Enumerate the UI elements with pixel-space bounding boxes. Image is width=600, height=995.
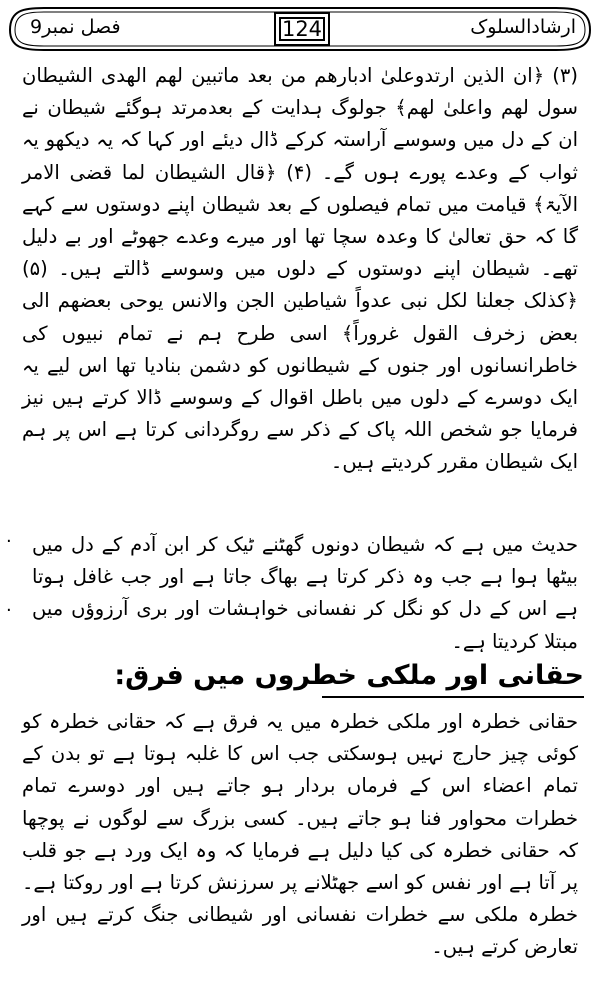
page-number: 124 xyxy=(274,12,330,46)
paragraph-hadith: حدیث میں ہے کہ شیطان دونوں گھٹنے ٹیک کر ابن آدم کے دل میں بیٹھا ہوا ہے جب وہ ذکر کرتا ہے بھاگ جاتا ہے اور جب غافل ہوتا ہے اس کے دل کو نگل کر نفسانی خواہشات اور بری آرزوؤں میں مبتلا کردیتا ہے۔ xyxy=(32,533,578,653)
heading-underline xyxy=(322,696,584,698)
section-heading-block xyxy=(114,658,584,700)
page-header xyxy=(4,4,596,52)
book-title: ارشادالسلوک xyxy=(470,16,576,38)
margin-dot: · xyxy=(6,531,12,552)
margin-dot: · xyxy=(6,600,12,621)
paragraph-quranic-verses: (۳) ﴿ان الذین ارتدوعلیٰ ادبارھم من بعد ماتبین لھم الھدی الشیطان سول لھم واعلیٰ لھم﴾ جولوگ ہدایت کے بعدمرتد ہوگئے شیطان نے ان کے دل میں وسوسے آراستہ کرکے ڈال دیئے اور کہا کہ یہ دیکھو یہ ثواب کے وعدے پورے ہوں گے۔ (۴) ﴿قال الشیطان لما قضی الامر الآیۃ﴾ قیامت میں تمام فیصلوں کے بعد شیطان اپنے دوستوں سے کہے گا کہ حق تعالیٰ کا وعدہ سچا تھا اور میرے وعدے جھوٹے اور بے دلیل تھے۔ شیطان اپنے دوستوں کے دلوں میں وسوسے ڈالتے ہیں۔ (۵) ﴿کذلک جعلنا لکل نبی عدواً شیاطین الجن والانس یوحی بعضھم الی بعض زخرف القول غروراً﴾ اسی طرح ہم نے تمام نبیوں کی خاطرانسانوں اور جنوں کے شیطانوں کو دشمن بنادیا تھا اس لیے یہ ایک دوسرے کے دلوں میں باطل اقوال کے وسوسے ڈالا کرتے ہیں نیز فرمایا جو شخص اللہ پاک کے ذکر سے روگردانی کرتا ہے اس پر ہم ایک شیطان مقرر کردیتے ہیں۔ xyxy=(22,64,578,474)
section-heading: حقانی اور ملکی خطروں میں فرق: xyxy=(114,660,584,691)
paragraph-difference: حقانی خطرہ اور ملکی خطرہ میں یہ فرق ہے کہ حقانی خطرہ کو کوئی چیز حارج نہیں ہوسکتی جب اس کا غلبہ ہوتا ہے تو بدن کے تمام اعضاء اس کے فرماں بردار ہو جاتے ہیں اور دوسرے تمام خطرات محواور فنا ہو جاتے ہیں۔ کسی بزرگ سے لوگوں نے پوچھا کہ حقانی خطرہ کی کیا دلیل ہے فرمایا کہ وہ ایک ورد ہے جو قلب پر آتا ہے اور نفس کو اسے جھٹلانے پر سرزنش کرتا ہے اور روکتا ہے۔ خطرہ ملکی سے خطرات نفسانی اور شیطانی جنگ کرتے ہیں اور تعارض کرتے ہیں۔ xyxy=(22,710,578,959)
chapter-label: فصل نمبر9 xyxy=(30,16,121,38)
